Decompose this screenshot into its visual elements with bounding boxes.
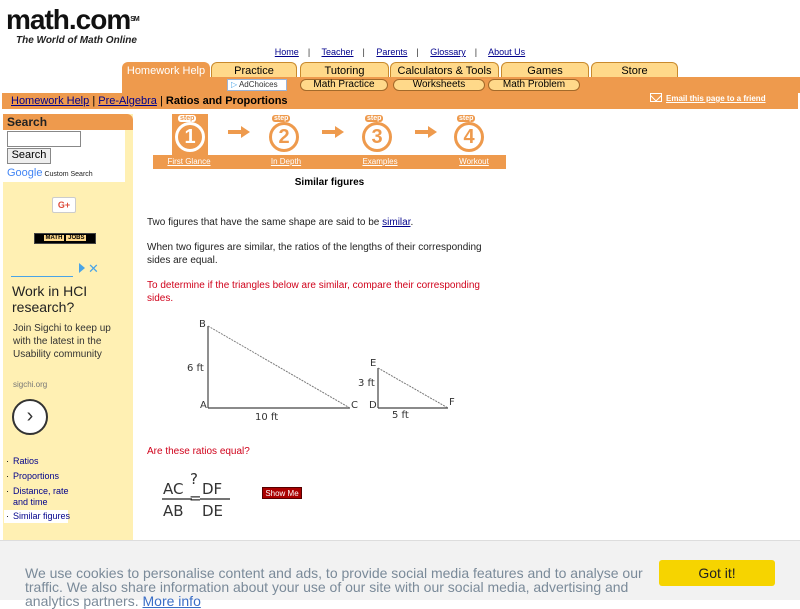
- paragraph-definition: Two figures that have the same shape are said to be similar.: [147, 217, 414, 228]
- question-text: Are these ratios equal?: [147, 446, 250, 457]
- label-vertex-a: A: [200, 400, 207, 411]
- top-link-home[interactable]: Home: [274, 47, 299, 57]
- ad-title[interactable]: Work in HCI research?: [12, 283, 88, 315]
- ad-close-icon[interactable]: ✕: [88, 261, 99, 276]
- step-4[interactable]: step 4: [451, 114, 487, 154]
- top-link-parents[interactable]: Parents: [376, 47, 408, 57]
- google-plus-button[interactable]: G+: [52, 197, 76, 213]
- label-vertex-c: C: [351, 400, 358, 411]
- top-links: Home | Teacher | Parents | Glossary | About Us: [274, 47, 526, 57]
- paragraph-ratios: When two figures are similar, the ratios of the lengths of their corresponding sides are equal.: [147, 242, 482, 266]
- ratio-left-numerator: AC: [163, 480, 184, 498]
- topic-similar-figures[interactable]: · Similar figures: [6, 511, 71, 521]
- tab-practice[interactable]: Practice: [211, 62, 297, 78]
- logo-text: math.com: [6, 4, 131, 35]
- cookie-accept-button[interactable]: Got it!: [659, 560, 775, 586]
- tab-games[interactable]: Games: [501, 62, 589, 78]
- show-me-button[interactable]: Show Me: [262, 487, 302, 499]
- topic-proportions[interactable]: · Proportions: [6, 471, 60, 481]
- top-link-glossary[interactable]: Glossary: [430, 47, 466, 57]
- mathjobs-left: MATH: [45, 235, 63, 241]
- ratio-right-numerator: DF: [202, 480, 223, 498]
- breadcrumb-pre-algebra[interactable]: Pre-Algebra: [98, 95, 157, 107]
- site-logo[interactable]: [6, 6, 139, 46]
- topic-distance-rate-time[interactable]: · Distance, rate and time: [6, 486, 69, 507]
- label-side-df: 5 ft: [392, 410, 409, 421]
- search-button[interactable]: Search: [7, 148, 51, 164]
- search-header-label: Search: [7, 115, 48, 129]
- step-1[interactable]: step 1: [172, 114, 208, 154]
- ad-body: Join Sigchi to keep up with the latest in the Usability community: [13, 323, 111, 360]
- ratio-question-mark: ?: [190, 470, 198, 488]
- tab-homework-help[interactable]: Homework Help: [122, 62, 210, 78]
- breadcrumb-homework-help[interactable]: Homework Help: [11, 95, 90, 107]
- top-link-about-us[interactable]: About Us: [488, 47, 526, 57]
- step-link-examples[interactable]: Examples: [362, 157, 398, 166]
- ratio-equals: =: [189, 489, 202, 507]
- step-arrow-icon: [415, 126, 437, 138]
- label-vertex-b: B: [199, 319, 206, 330]
- page-title: Similar figures: [294, 177, 365, 188]
- tab-calculators-tools[interactable]: Calculators & Tools: [390, 62, 499, 78]
- logo-trademark: SM: [130, 16, 139, 23]
- step-link-first-glance[interactable]: First Glance: [167, 157, 211, 166]
- label-side-de: 3 ft: [358, 378, 375, 389]
- ratio-right-denominator: DE: [202, 502, 224, 520]
- label-vertex-e: E: [370, 358, 377, 369]
- logo-tagline: The World of Math Online: [16, 35, 137, 46]
- subnav-math-problem[interactable]: Math Problem: [488, 79, 580, 91]
- adchoices-icon: ▷: [231, 80, 238, 89]
- breadcrumb-current: Ratios and Proportions: [165, 95, 288, 107]
- tab-tutoring[interactable]: Tutoring: [300, 62, 389, 78]
- step-link-workout[interactable]: Workout: [459, 157, 489, 166]
- subnav-worksheets[interactable]: Worksheets: [393, 79, 485, 91]
- subnav-math-practice[interactable]: Math Practice: [300, 79, 388, 91]
- step-arrow-icon: [228, 126, 250, 138]
- google-logo: Google: [7, 167, 43, 179]
- step-arrow-icon: [322, 126, 344, 138]
- label-vertex-f: F: [449, 397, 455, 408]
- custom-search-label: Custom Search: [44, 171, 93, 178]
- email-page[interactable]: [650, 93, 766, 103]
- google-custom-search: [7, 167, 93, 179]
- mathjobs-banner[interactable]: [34, 233, 96, 244]
- label-vertex-d: D: [369, 400, 377, 411]
- paragraph-instruction: To determine if the triangles below are similar, compare their corresponding sides.: [147, 280, 480, 304]
- tab-store[interactable]: Store: [591, 62, 678, 78]
- similar-triangles-diagram: [180, 318, 470, 428]
- search-input[interactable]: [7, 131, 81, 147]
- email-page-link[interactable]: Email this page to a friend: [666, 94, 766, 103]
- small-triangle-side-ef: [378, 368, 448, 408]
- ratio-left-denominator: AB: [163, 502, 184, 520]
- top-link-teacher[interactable]: Teacher: [321, 47, 354, 57]
- step-3[interactable]: step 3: [359, 114, 395, 154]
- step-2[interactable]: step 2: [266, 114, 302, 154]
- label-side-ab: 6 ft: [187, 363, 204, 374]
- big-triangle-side-bc: [208, 326, 350, 408]
- mail-icon: [650, 93, 662, 102]
- breadcrumb: Homework Help | Pre-Algebra | Ratios and Proportions: [11, 95, 288, 107]
- adchoices-badge[interactable]: ▷ AdChoices: [227, 79, 287, 91]
- similar-glossary-link[interactable]: similar: [382, 217, 411, 228]
- ad-info-icon[interactable]: [79, 263, 85, 273]
- topic-ratios[interactable]: · Ratios: [6, 456, 39, 466]
- label-side-ac: 10 ft: [255, 412, 279, 423]
- cookie-text: We use cookies to personalise content and ads, to provide social media features and to analyse our traffic. We also share information about your use of our site with our social media, advertising and analytics partners. More info: [25, 565, 643, 609]
- ad-divider: [11, 276, 73, 277]
- mathjobs-right: JOBS: [68, 235, 85, 241]
- ad-url: sigchi.org: [13, 380, 48, 389]
- cookie-more-info-link[interactable]: More info: [142, 593, 201, 609]
- step-link-in-depth[interactable]: In Depth: [270, 157, 302, 166]
- ad-arrow-button[interactable]: ›: [12, 399, 48, 435]
